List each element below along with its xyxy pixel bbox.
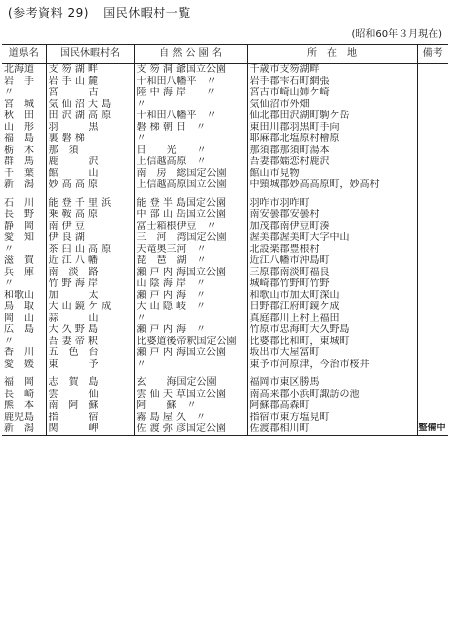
table-row bbox=[2, 389, 448, 401]
reference-label: (参考資料 29) bbox=[8, 6, 89, 20]
prefecture-cell: 愛 媛 bbox=[4, 358, 34, 370]
location-cell: 日野郡江府町鏡ケ成 bbox=[247, 301, 417, 313]
park-name-cell: 〃 bbox=[134, 313, 247, 325]
remarks-cell bbox=[417, 99, 448, 111]
as-of-date: (昭和60年３月現在) bbox=[351, 29, 442, 40]
location-cell: 千歳市支笏湖畔 bbox=[247, 64, 417, 76]
table-row bbox=[2, 255, 448, 267]
column-header-location: 所 在 地 bbox=[247, 45, 417, 64]
village-name-cell: 関 岬 bbox=[46, 423, 134, 435]
location-cell: 坂出市大屋冨町 bbox=[247, 347, 417, 359]
remarks-cell bbox=[417, 412, 448, 424]
table-row bbox=[2, 278, 448, 290]
location-cell: 阿蘇郡高森町 bbox=[247, 400, 417, 412]
location-cell: 宮古市崎山姉ケ崎 bbox=[247, 87, 417, 99]
park-name-cell: 日 光 〃 bbox=[134, 145, 247, 157]
remarks-cell bbox=[417, 313, 448, 325]
table-row bbox=[2, 347, 448, 359]
park-name-cell: 十和田八幡平 〃 bbox=[134, 76, 247, 88]
location-cell: 東田川郡羽黒町手向 bbox=[247, 122, 417, 134]
table-row bbox=[2, 191, 448, 210]
park-name-cell: 能 登 半 島国定公園 bbox=[134, 191, 247, 210]
table-row bbox=[2, 64, 448, 76]
village-name-cell: 伊 良 湖 bbox=[46, 232, 134, 244]
location-cell: 指宿市東方塩見町 bbox=[247, 412, 417, 424]
remarks-cell bbox=[417, 324, 448, 336]
village-name-cell: 気 仙 沼 大 島 bbox=[46, 99, 134, 111]
location-cell: 中頸城郡妙高高原町，妙高村 bbox=[247, 179, 417, 191]
park-name-cell: 霧 島 屋 久 〃 bbox=[134, 412, 247, 424]
location-cell: 城崎郡竹野町竹野 bbox=[247, 278, 417, 290]
village-name-cell: 那 須 bbox=[46, 145, 134, 157]
village-name-cell: 近 江 八 幡 bbox=[46, 255, 134, 267]
prefecture-cell: 長 崎 bbox=[4, 388, 34, 400]
prefecture-cell: 熊 本 bbox=[4, 400, 34, 411]
village-name-cell: 裏 磐 梯 bbox=[46, 133, 134, 145]
location-cell: 岩手郡雫石町網張 bbox=[247, 76, 417, 88]
table-row bbox=[2, 400, 448, 412]
park-name-cell: 山 陰 海 岸 〃 bbox=[134, 278, 247, 290]
remarks-cell bbox=[417, 290, 448, 302]
remarks-cell bbox=[417, 76, 448, 88]
prefecture-cell: 香 川 bbox=[4, 347, 34, 358]
location-cell: 羽咋市羽咋町 bbox=[247, 191, 417, 210]
remarks-cell bbox=[417, 359, 448, 371]
prefecture-cell: 広 島 bbox=[4, 324, 34, 335]
village-name-cell: 指 宿 bbox=[46, 412, 134, 424]
document-heading bbox=[8, 4, 191, 21]
table-row bbox=[2, 412, 448, 424]
village-name-cell: 岩 手 山 麓 bbox=[46, 76, 134, 88]
park-name-cell: 陸 中 海 岸 〃 bbox=[134, 87, 247, 99]
village-name-cell: 竹 野 海 岸 bbox=[46, 278, 134, 290]
table-row bbox=[2, 87, 448, 99]
remarks-cell bbox=[417, 255, 448, 267]
prefecture-cell: 〃 bbox=[4, 87, 14, 98]
village-name-cell: 支 笏 湖 畔 bbox=[46, 64, 134, 76]
prefecture-cell: 栃 木 bbox=[4, 144, 34, 156]
column-header-remarks: 備考 bbox=[417, 45, 448, 64]
prefecture-cell: 静 岡 bbox=[4, 220, 34, 232]
park-name-cell: 琵 琶 湖 〃 bbox=[134, 255, 247, 267]
village-name-cell: 宮 古 bbox=[46, 87, 134, 99]
column-header-park-name: 自 然 公 園 名 bbox=[134, 45, 247, 64]
village-name-cell: 志 賀 島 bbox=[46, 370, 134, 389]
park-name-cell: 十和田八幡平 〃 bbox=[134, 110, 247, 122]
table-row bbox=[2, 313, 448, 325]
location-cell: 気仙沼市外畑 bbox=[247, 99, 417, 111]
table-row bbox=[2, 99, 448, 111]
location-cell: 南安曇郡安曇村 bbox=[247, 209, 417, 221]
location-cell: 佐渡郡相川町 bbox=[247, 423, 417, 435]
table-row bbox=[2, 221, 448, 233]
park-name-cell: 上信越高原国立公園 bbox=[134, 179, 247, 191]
remarks-cell bbox=[417, 389, 448, 401]
remarks-cell bbox=[417, 64, 448, 76]
location-cell: 耶麻郡北塩原村檜原 bbox=[247, 133, 417, 145]
prefecture-cell: 滋 賀 bbox=[4, 255, 34, 266]
village-name-cell: 能 登 千 里 浜 bbox=[46, 191, 134, 210]
park-name-cell: 瀬 戸 内 海国立公園 bbox=[134, 347, 247, 359]
park-name-cell: 雲 仙 天 草国立公園 bbox=[134, 389, 247, 401]
resort-village-table bbox=[2, 44, 448, 436]
location-cell: 比婆郡比和町，東城町 bbox=[247, 336, 417, 348]
table-body bbox=[2, 64, 448, 436]
park-name-cell: 支 笏 洞 爺国立公園 bbox=[134, 64, 247, 76]
remarks-cell bbox=[417, 156, 448, 168]
location-cell: 三原郡南淡町福良 bbox=[247, 267, 417, 279]
location-cell: 和歌山市加太町深山 bbox=[247, 290, 417, 302]
remarks-cell bbox=[417, 336, 448, 348]
village-name-cell: 大 山 鏡 ケ 成 bbox=[46, 301, 134, 313]
remarks-cell bbox=[417, 110, 448, 122]
prefecture-cell: 群 馬 bbox=[4, 156, 34, 167]
prefecture-cell: 〃 bbox=[4, 243, 14, 255]
table-row bbox=[2, 110, 448, 122]
prefecture-cell: 山 形 bbox=[4, 121, 34, 133]
village-name-cell: 東 予 bbox=[46, 359, 134, 371]
village-name-cell: 五 色 台 bbox=[46, 347, 134, 359]
location-cell: 竹原市忠海町大久野島 bbox=[247, 324, 417, 336]
location-cell: 近江八幡市沖島町 bbox=[247, 255, 417, 267]
village-name-cell: 雲 仙 bbox=[46, 389, 134, 401]
prefecture-cell: 愛 知 bbox=[4, 232, 34, 243]
park-name-cell: 上信越高原 〃 bbox=[134, 156, 247, 168]
location-cell: 真庭郡川上村上福田 bbox=[247, 313, 417, 325]
remarks-cell bbox=[417, 267, 448, 279]
prefecture-cell: 福 岡 bbox=[4, 377, 34, 388]
village-name-cell: 鹿 沢 bbox=[46, 156, 134, 168]
table-row bbox=[2, 179, 448, 191]
remarks-cell bbox=[417, 87, 448, 99]
location-cell: 館山市見物 bbox=[247, 168, 417, 180]
remarks-cell bbox=[417, 232, 448, 244]
table-row bbox=[2, 232, 448, 244]
park-name-cell: 天竜奥三河 〃 bbox=[134, 244, 247, 256]
table-row bbox=[2, 133, 448, 145]
prefecture-cell: 秋 田 bbox=[4, 110, 34, 121]
park-name-cell: 三 河 湾国定公園 bbox=[134, 232, 247, 244]
table-row bbox=[2, 168, 448, 180]
park-name-cell: 大 山 隠 岐 〃 bbox=[134, 301, 247, 313]
prefecture-cell: 兵 庫 bbox=[4, 266, 34, 278]
column-header-village-name: 国民休暇村名 bbox=[46, 45, 134, 64]
location-cell: 東予市河原津，今治市桜井 bbox=[247, 359, 417, 371]
table-row bbox=[2, 76, 448, 88]
table-row bbox=[2, 359, 448, 371]
remarks-cell bbox=[417, 145, 448, 157]
village-name-cell: 館 山 bbox=[46, 168, 134, 180]
park-name-cell: 〃 bbox=[134, 133, 247, 145]
village-name-cell: 南 伊 豆 bbox=[46, 221, 134, 233]
remarks-cell bbox=[417, 347, 448, 359]
table-row bbox=[2, 244, 448, 256]
prefecture-cell: 福 島 bbox=[4, 133, 34, 144]
prefecture-cell: 新 潟 bbox=[4, 179, 34, 190]
remarks-cell bbox=[417, 221, 448, 233]
remarks-cell bbox=[417, 278, 448, 290]
remarks-cell bbox=[417, 244, 448, 256]
prefecture-cell: 新 潟 bbox=[2, 423, 46, 435]
remarks-cell bbox=[417, 179, 448, 191]
location-cell: 渥美郡渥美町大字中山 bbox=[247, 232, 417, 244]
village-name-cell: 吾 妻 帝 釈 bbox=[46, 336, 134, 348]
prefecture-cell: 〃 bbox=[4, 278, 14, 289]
remarks-cell bbox=[417, 400, 448, 412]
village-name-cell: 乗 鞍 高 原 bbox=[46, 209, 134, 221]
prefecture-cell: 岩 手 bbox=[4, 75, 34, 87]
prefecture-cell: 〃 bbox=[4, 335, 14, 347]
prefecture-cell: 和歌山 bbox=[4, 289, 34, 301]
remarks-cell bbox=[417, 191, 448, 210]
village-name-cell: 加 太 bbox=[46, 290, 134, 302]
prefecture-cell: 長 野 bbox=[4, 209, 34, 220]
prefecture-cell: 千 葉 bbox=[4, 167, 34, 179]
table-row bbox=[2, 290, 448, 302]
park-name-cell: 磐 梯 朝 日 〃 bbox=[134, 122, 247, 134]
remarks-cell bbox=[417, 122, 448, 134]
table-row bbox=[2, 156, 448, 168]
park-name-cell: 中 部 山 岳国立公園 bbox=[134, 209, 247, 221]
village-name-cell: 茶 臼 山 高 原 bbox=[46, 244, 134, 256]
prefecture-cell: 岡 山 bbox=[4, 312, 34, 324]
table-row bbox=[2, 324, 448, 336]
village-name-cell: 大 久 野 島 bbox=[46, 324, 134, 336]
prefecture-cell: 石 川 bbox=[4, 197, 34, 209]
remarks-cell bbox=[417, 370, 448, 389]
table-row bbox=[2, 336, 448, 348]
park-name-cell: 〃 bbox=[134, 99, 247, 111]
location-cell: 那須郡那須町湯本 bbox=[247, 145, 417, 157]
location-cell: 仙北郡田沢湖町駒ケ岳 bbox=[247, 110, 417, 122]
location-cell: 南高来郡小浜町諏訪の池 bbox=[247, 389, 417, 401]
village-name-cell: 南 阿 蘇 bbox=[46, 400, 134, 412]
remarks-cell bbox=[417, 133, 448, 145]
location-cell: 加茂郡南伊豆町湊 bbox=[247, 221, 417, 233]
table-row bbox=[2, 267, 448, 279]
remarks-cell bbox=[417, 209, 448, 221]
park-name-cell: 佐 渡 弥 彦国定公園 bbox=[134, 423, 247, 435]
park-name-cell: 〃 bbox=[134, 359, 247, 371]
page-title: 国民休暇村一覧 bbox=[103, 6, 191, 20]
table-header-row bbox=[2, 45, 448, 64]
park-name-cell: 瀬 戸 内 海 〃 bbox=[134, 290, 247, 302]
prefecture-cell: 宮 城 bbox=[4, 98, 34, 110]
table-row bbox=[2, 122, 448, 134]
park-name-cell: 玄 海国定公園 bbox=[134, 370, 247, 389]
village-name-cell: 田 沢 湖 高 原 bbox=[46, 110, 134, 122]
location-cell: 北設楽郡豊根村 bbox=[247, 244, 417, 256]
prefecture-cell: 北海道 bbox=[4, 64, 34, 75]
prefecture-cell: 鳥 取 bbox=[4, 301, 34, 312]
prefecture-cell: 鹿児島 bbox=[4, 411, 34, 423]
table-row bbox=[2, 209, 448, 221]
remarks-cell: 整備中 bbox=[417, 423, 448, 435]
column-header-prefecture: 道県名 bbox=[2, 45, 46, 64]
village-name-cell: 蒜 山 bbox=[46, 313, 134, 325]
village-name-cell: 羽 黒 bbox=[46, 122, 134, 134]
table-row bbox=[2, 301, 448, 313]
park-name-cell: 阿 蘇 〃 bbox=[134, 400, 247, 412]
table-row bbox=[2, 145, 448, 157]
remarks-cell bbox=[417, 168, 448, 180]
village-name-cell: 南 淡 路 bbox=[46, 267, 134, 279]
location-cell: 福岡市東区勝馬 bbox=[247, 370, 417, 389]
location-cell: 吾妻郡嬬恋村鹿沢 bbox=[247, 156, 417, 168]
park-name-cell: 瀬 戸 内 海国立公園 bbox=[134, 267, 247, 279]
park-name-cell: 富士箱根伊豆 〃 bbox=[134, 221, 247, 233]
village-name-cell: 妙 高 高 原 bbox=[46, 179, 134, 191]
table-row bbox=[2, 370, 448, 389]
park-name-cell: 瀬 戸 内 海 〃 bbox=[134, 324, 247, 336]
park-name-cell: 南 房 総国定公園 bbox=[134, 168, 247, 180]
table-row bbox=[2, 423, 448, 435]
park-name-cell: 比婆道後帝釈国定公園 bbox=[134, 336, 247, 348]
remarks-cell bbox=[417, 301, 448, 313]
